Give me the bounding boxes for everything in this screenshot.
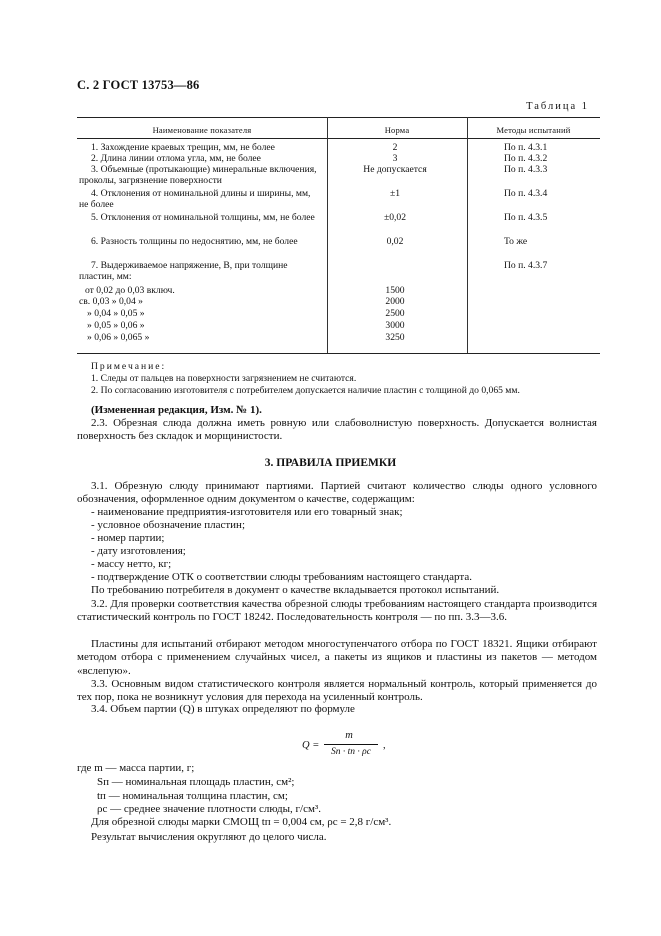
paragraph-3-2: 3.2. Для проверки соответствия качества обрезной слюды требованиям настоящего стандарта производится статистический контроль по ГОСТ 18242. Последовательность контроля — по пп. 3.3—3.6.: [77, 598, 597, 624]
formula-numerator: m: [345, 730, 353, 741]
note-item: 2. По согласованию изготовителя с потребителем допускается наличие пластин с толщиной до 0,065 мм.: [91, 385, 520, 396]
formula-tail: ,: [383, 740, 386, 751]
voltage-row-label: от 0,02 до 0,03 включ.: [85, 285, 175, 296]
list-item: - наименование предприятия-изготовителя или его товарный знак;: [91, 506, 403, 518]
where-item: где m — масса партии, г;: [77, 762, 195, 774]
list-item: - массу нетто, кг;: [91, 558, 172, 570]
paragraph-samples: Пластины для испытаний отбирают методом многоступенчатого отбора по ГОСТ 18321. Ящики отбирают методом отбора с применением случайных чисел, а пакеты из ящиков и пластины из пакетов — методом «вслепую».: [77, 638, 597, 677]
table-row-name: 7. Выдерживаемое напряжение, В, при толщине пластин, мм:: [79, 260, 288, 282]
paragraph-round: Результат вычисления округляют до целого числа.: [91, 831, 327, 843]
table-row-norm: 0,02: [386, 236, 404, 247]
column-header-norm: Норма: [384, 125, 410, 135]
amendment-note: (Измененная редакция, Изм. № 1).: [91, 404, 262, 416]
voltage-row-norm: 2500: [385, 308, 405, 319]
formula-lhs: Q =: [302, 740, 320, 751]
paragraph-2-3: 2.3. Обрезная слюда должна иметь ровную или слабоволнистую поверхность. Допускается волнистая поверхность без складок и морщинистости.: [77, 417, 597, 443]
table-row-name: 4. Отклонения от номинальной длины и ширины, мм, не более: [79, 188, 311, 210]
table-row-name: 3. Объемные (протыкающие) минеральные включения, проколы, загрязнение поверхности: [79, 164, 317, 186]
fraction-bar: [324, 744, 378, 745]
note-item: 1. Следы от пальцев на поверхности загрязнением не считаются.: [91, 373, 357, 384]
list-item: - номер партии;: [91, 532, 165, 544]
table-row-method: По п. 4.3.5: [504, 212, 548, 223]
table-row-method: То же: [504, 236, 528, 247]
list-item: - дату изготовления;: [91, 545, 186, 557]
table-bottom-rule: [77, 353, 600, 354]
formula-denominator: Sп · tп · ρс: [331, 747, 371, 757]
section-title: 3. ПРАВИЛА ПРИЕМКИ: [264, 457, 397, 469]
paragraph-3-1: 3.1. Обрезную слюду принимают партиями. Партией считают количество слюды одного условного обозначения, оформленное одним документом о качестве, содержащим:: [77, 480, 597, 506]
voltage-row-label: » 0,06 » 0,065 »: [87, 332, 150, 343]
table-row-method: По п. 4.3.1: [504, 142, 548, 153]
table-row-method: По п. 4.3.2: [504, 153, 548, 164]
table-row-norm: 3: [392, 153, 398, 164]
page-header: С. 2 ГОСТ 13753—86: [77, 78, 200, 92]
voltage-row-label: » 0,04 » 0,05 »: [87, 308, 145, 319]
table-row-name: 2. Длина линии отлома угла, мм, не более: [91, 153, 261, 164]
table-row-norm: ±0,02: [383, 212, 407, 223]
table-row-norm: Не допускается: [363, 164, 427, 175]
voltage-row-label: » 0,05 » 0,06 »: [87, 320, 145, 331]
paragraph-smosh: Для обрезной слюды марки СМОЩ tп = 0,004 см, ρс = 2,8 г/см³.: [91, 816, 392, 828]
column-header-methods: Методы испытаний: [496, 125, 571, 135]
table-col-divider-2: [467, 117, 468, 353]
where-item: ρс — среднее значение плотности слюды, г/см³.: [97, 803, 321, 815]
table-col-divider-1: [327, 117, 328, 353]
list-item: - подтверждение ОТК о соответствии слюды требованиям настоящего стандарта.: [91, 571, 472, 583]
column-header-name: Наименование показателя: [152, 125, 252, 135]
where-item: tп — номинальная толщина пластин, см;: [97, 790, 288, 802]
table-row-method: По п. 4.3.4: [504, 188, 548, 199]
table-row-method: По п. 4.3.3: [504, 164, 548, 175]
paragraph-consumer: По требованию потребителя в документ о качестве вкладывается протокол испытаний.: [91, 584, 500, 596]
table-row-name: 1. Захождение краевых трещин, мм, не более: [91, 142, 275, 153]
paragraph-3-4: 3.4. Объем партии (Q) в штуках определяют по формуле: [91, 703, 355, 715]
paragraph-3-3: 3.3. Основным видом статистического контроля является нормальный контроль, который применяется до тех пор, пока не возникнут условия для перехода на усиленный контроль.: [77, 678, 597, 704]
table-row-name: 5. Отклонения от номинальной толщины, мм, не более: [91, 212, 315, 223]
voltage-row-label: св. 0,03 » 0,04 »: [79, 296, 143, 307]
table-row-norm: ±1: [389, 188, 401, 199]
table-title: Таблица 1: [526, 101, 589, 112]
table-row-norm: 2: [392, 142, 398, 153]
table-header-rule: [77, 138, 600, 139]
list-item: - условное обозначение пластин;: [91, 519, 245, 531]
note-title: Примечание:: [91, 361, 167, 372]
voltage-row-norm: 2000: [385, 296, 405, 307]
voltage-row-norm: 1500: [385, 285, 405, 296]
voltage-row-norm: 3250: [385, 332, 405, 343]
where-item: Sп — номинальная площадь пластин, см²;: [97, 776, 295, 788]
table-top-rule: [77, 117, 600, 118]
table-row-name: 6. Разность толщины по недоснятию, мм, не более: [91, 236, 298, 247]
voltage-row-norm: 3000: [385, 320, 405, 331]
table-row-method: По п. 4.3.7: [504, 260, 548, 271]
